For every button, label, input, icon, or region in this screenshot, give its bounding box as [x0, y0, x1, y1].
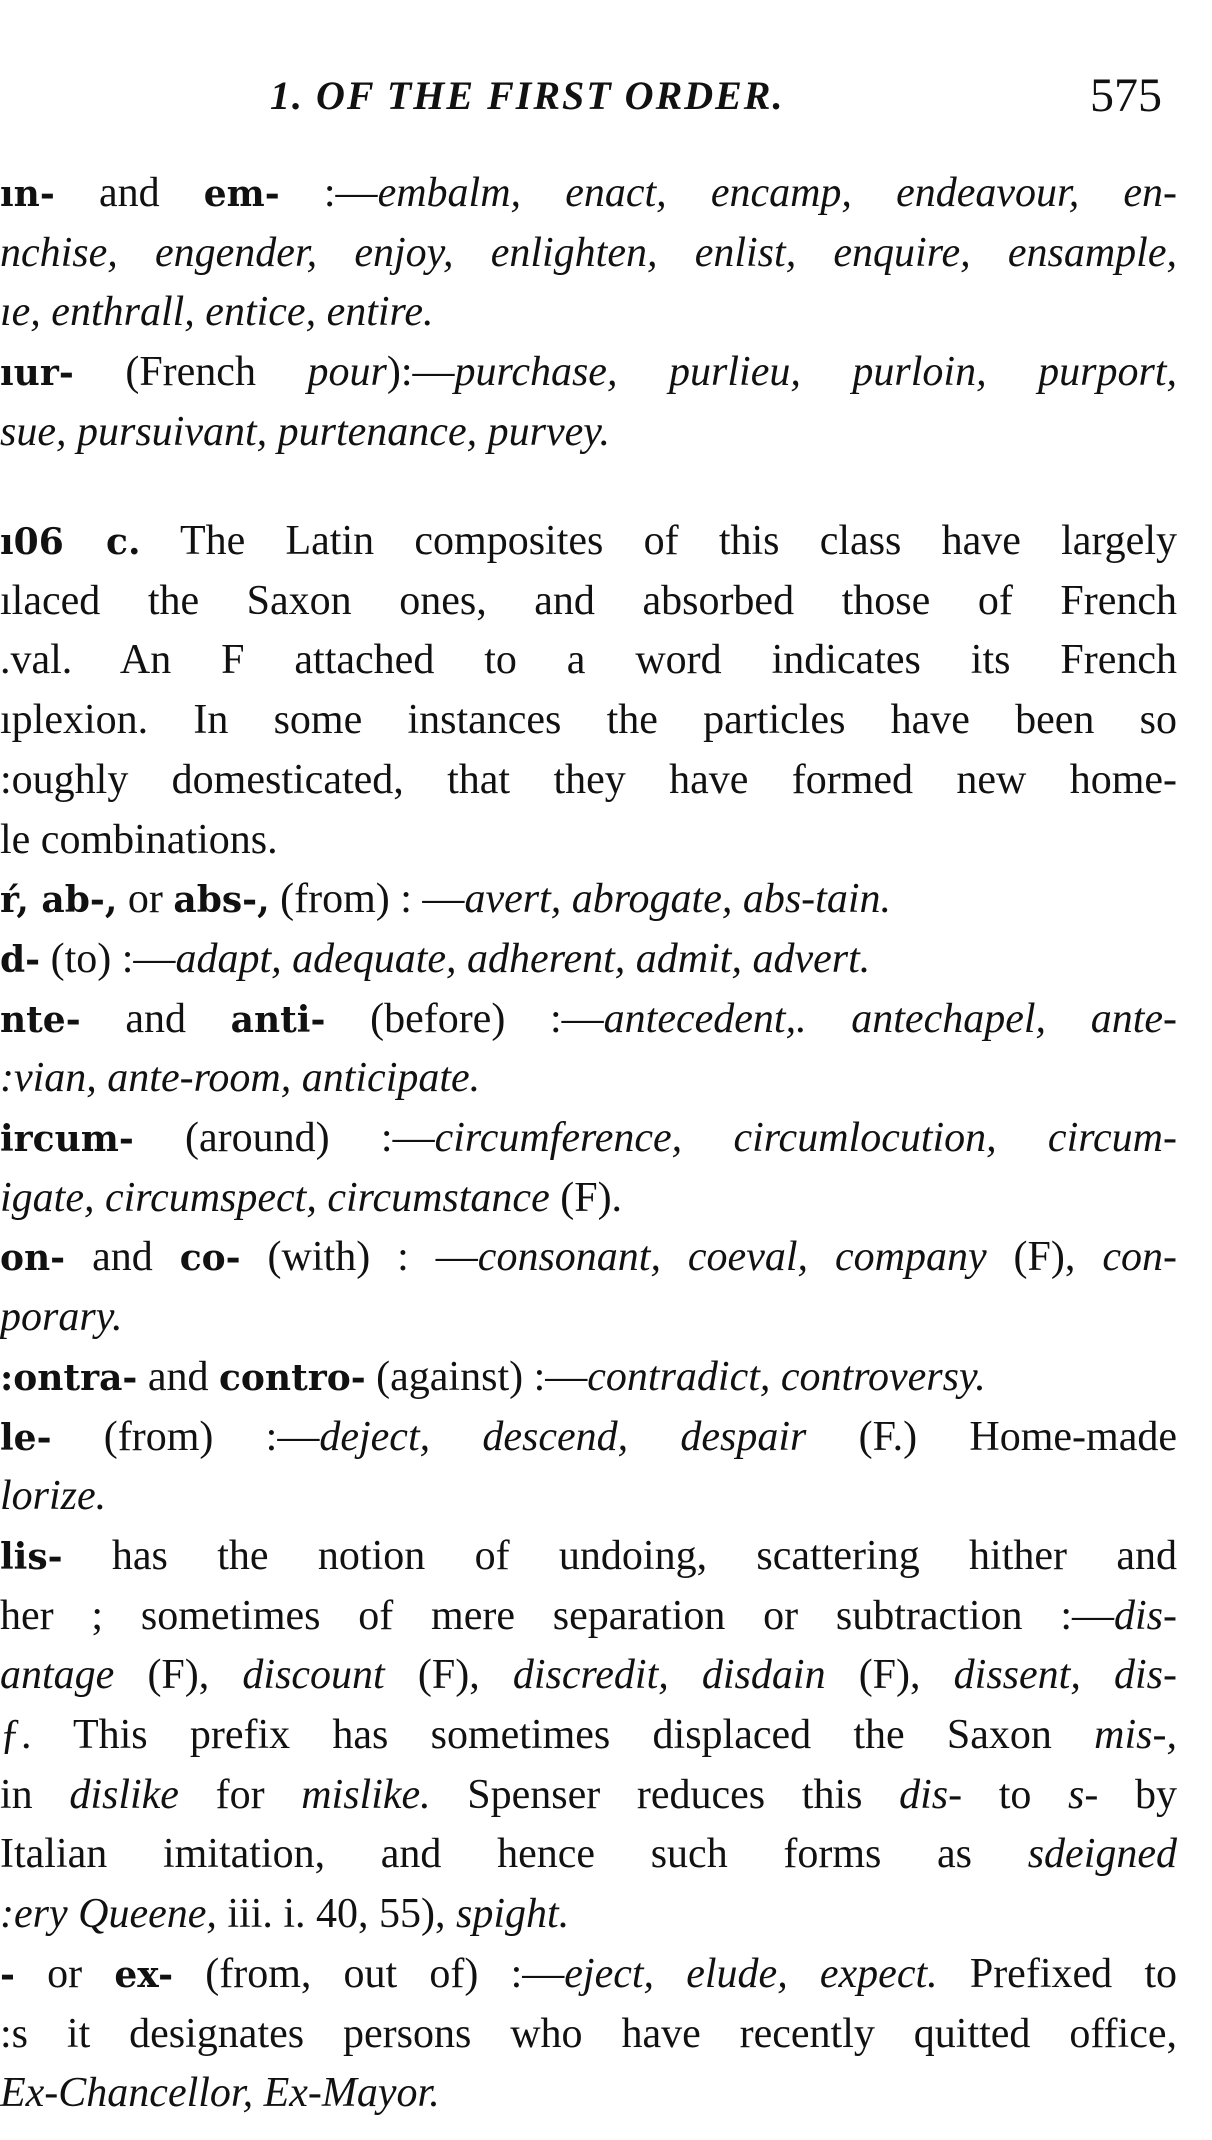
text-run: Prefixed to	[937, 1950, 1177, 1997]
text-run: (with) : —	[240, 1234, 478, 1281]
text-run: (around) :—	[133, 1115, 435, 1161]
example-words: :ery Queene,	[0, 1891, 217, 1938]
text-run: (F),	[114, 1652, 243, 1699]
text-run: (against) :—	[365, 1353, 588, 1400]
text-run: (before) :—	[325, 995, 604, 1042]
text-run: to	[962, 1771, 1069, 1818]
running-header: 1. OF THE FIRST ORDER.	[270, 73, 785, 118]
text-line	[0, 690, 1177, 750]
text-run: ):—	[386, 349, 455, 396]
prefix-term: on-	[0, 1237, 66, 1280]
prefix-term: em-	[203, 173, 280, 215]
text-line	[0, 1645, 1177, 1705]
text-run: (F),	[825, 1652, 954, 1699]
text-run: (from, out of) :—	[173, 1950, 565, 1997]
example-words: ıe, enthrall, entice, entire.	[0, 289, 434, 336]
prefix-term: nte-	[0, 998, 81, 1041]
example-words: adapt, adequate, adherent, admit, advert.	[175, 935, 871, 982]
example-words: antage	[0, 1652, 115, 1699]
text-line	[0, 869, 1177, 929]
text-line	[0, 1407, 1177, 1467]
example-words: embalm, enact, encamp, endeavour, en-	[377, 170, 1178, 216]
prefix-term: ex-	[114, 1953, 174, 1996]
text-run: and	[80, 995, 231, 1042]
example-words: :vian, ante-room, anticipate.	[0, 1055, 481, 1102]
text-line	[0, 1168, 1177, 1228]
text-run: :s it designates persons who have recently quitted office,	[0, 2010, 1177, 2057]
text-run: Italian imitation, and hence such forms as	[0, 1831, 1028, 1878]
text-run: (F),	[384, 1652, 513, 1699]
text-run: and	[65, 1234, 180, 1281]
example-words: avert, abrogate, abs-tain.	[464, 876, 891, 923]
text-line	[0, 1944, 1177, 2004]
text-line	[0, 750, 1177, 810]
example-words: mislike.	[301, 1771, 431, 1818]
text-run: Spenser reduces this	[430, 1771, 900, 1818]
example-words: contradict, controversy.	[587, 1353, 986, 1400]
prefix-term: d-	[0, 938, 41, 981]
text-run: ıplexion. In some instances the particles have been so	[0, 697, 1177, 744]
example-words: dis-	[899, 1771, 963, 1818]
example-words: dis-	[1114, 1592, 1177, 1639]
prefix-term: ıur-	[0, 352, 74, 395]
text-run: (to) :—	[40, 935, 176, 982]
text-run: and	[54, 170, 204, 216]
example-words: consonant, coeval, company	[477, 1234, 987, 1281]
text-line	[0, 810, 1177, 870]
text-run: .val. An F attached to a word indicates its French	[0, 637, 1177, 684]
text-line	[0, 2063, 1177, 2123]
text-run: (from) :—	[51, 1413, 320, 1460]
example-words: con-	[1102, 1234, 1177, 1281]
text-line	[0, 1048, 1177, 1108]
text-run: :—	[279, 170, 378, 216]
text-run: (F).	[549, 1174, 623, 1221]
example-words: nchise, engender, enjoy, enlighten, enlist, enquire, ensample,	[0, 229, 1177, 276]
text-run: has the notion of undoing, scattering hither and	[62, 1532, 1177, 1579]
text-line	[0, 402, 1177, 462]
example-words: sue, pursuivant, purtenance, purvey.	[0, 408, 611, 455]
text-run: or	[14, 1950, 115, 1997]
text-line	[0, 630, 1177, 690]
text-line	[0, 342, 1177, 402]
prefix-term: le-	[0, 1416, 52, 1459]
text-run: by	[1098, 1771, 1178, 1818]
prefix-term: co-	[179, 1237, 241, 1280]
text-run: her ; sometimes of mere separation or subtraction :—	[0, 1592, 1114, 1639]
text-run: (French	[73, 349, 308, 396]
text-run: (F),	[986, 1234, 1103, 1281]
example-words: dissent, dis-	[953, 1652, 1177, 1699]
text-line	[0, 1347, 1177, 1407]
example-words: s-	[1068, 1771, 1099, 1818]
prefix-term: -	[0, 1953, 15, 1996]
text-run: (F.) Home-made	[806, 1413, 1177, 1460]
text-line	[0, 1884, 1177, 1944]
example-words: Ex-Chancellor, Ex-Mayor.	[0, 2070, 440, 2117]
prefix-term: ircum-	[0, 1118, 134, 1160]
text-run: :oughly domesticated, that they have formed new home-	[0, 756, 1177, 803]
example-words: spight.	[456, 1891, 570, 1938]
text-run: or	[117, 876, 174, 923]
example-words: dislike	[69, 1771, 179, 1818]
example-words: purchase, purlieu, purloin, purport,	[454, 349, 1177, 396]
text-run: The Latin composites of this class have largely	[140, 518, 1177, 564]
prefix-term: :ontra-	[0, 1356, 138, 1399]
text-line	[0, 2004, 1177, 2064]
text-line	[0, 1705, 1177, 1765]
example-words: eject, elude, expect.	[564, 1950, 938, 1997]
text-run: for	[178, 1771, 302, 1818]
example-words: lorize.	[0, 1473, 107, 1520]
prefix-term: ı06 c.	[0, 521, 141, 563]
text-line	[0, 1824, 1177, 1884]
text-line	[0, 1287, 1177, 1347]
example-words: sdeigned	[1027, 1831, 1177, 1878]
text-run: ƒ. This prefix has sometimes displaced the Saxon	[0, 1712, 1095, 1758]
text-line	[0, 282, 1177, 342]
example-words: discredit, disdain	[512, 1652, 826, 1699]
text-line	[0, 989, 1177, 1049]
text-line	[0, 571, 1177, 631]
prefix-term: ın-	[0, 173, 55, 215]
prefix-term: ŕ, ab-,	[0, 879, 118, 922]
text-line	[0, 511, 1177, 571]
example-words: igate, circumspect, circumstance	[0, 1174, 550, 1221]
text-line	[0, 929, 1177, 989]
prefix-term: anti-	[230, 998, 326, 1041]
text-line	[0, 1108, 1177, 1168]
text-run: ılaced the Saxon ones, and absorbed those of French	[0, 577, 1177, 624]
text-line	[0, 1526, 1177, 1586]
text-run: in	[0, 1771, 70, 1818]
prefix-term: abs-,	[173, 879, 270, 922]
text-run: iii. i. 40, 55),	[216, 1891, 457, 1938]
example-words: porary.	[0, 1294, 123, 1341]
text-line	[0, 1466, 1177, 1526]
prefix-term: contro-	[219, 1356, 366, 1399]
text-line	[0, 223, 1177, 283]
text-line	[0, 1586, 1177, 1646]
text-line	[0, 1765, 1177, 1825]
example-words: deject, descend, despair	[319, 1413, 807, 1460]
example-words: circumference, circumlocution, circum-	[434, 1115, 1177, 1161]
text-run: and	[137, 1353, 219, 1400]
text-run: le combinations.	[0, 816, 278, 863]
example-words: pour	[307, 349, 387, 396]
example-words: discount	[242, 1652, 385, 1699]
text-line	[0, 1227, 1177, 1287]
example-words: mis-,	[1094, 1712, 1177, 1758]
page-number: 575	[1090, 69, 1162, 122]
text-line	[0, 163, 1177, 223]
prefix-term: lis-	[0, 1535, 63, 1578]
text-run: (from) : —	[269, 876, 465, 923]
example-words: antecedent,. antechapel, ante-	[603, 995, 1177, 1042]
